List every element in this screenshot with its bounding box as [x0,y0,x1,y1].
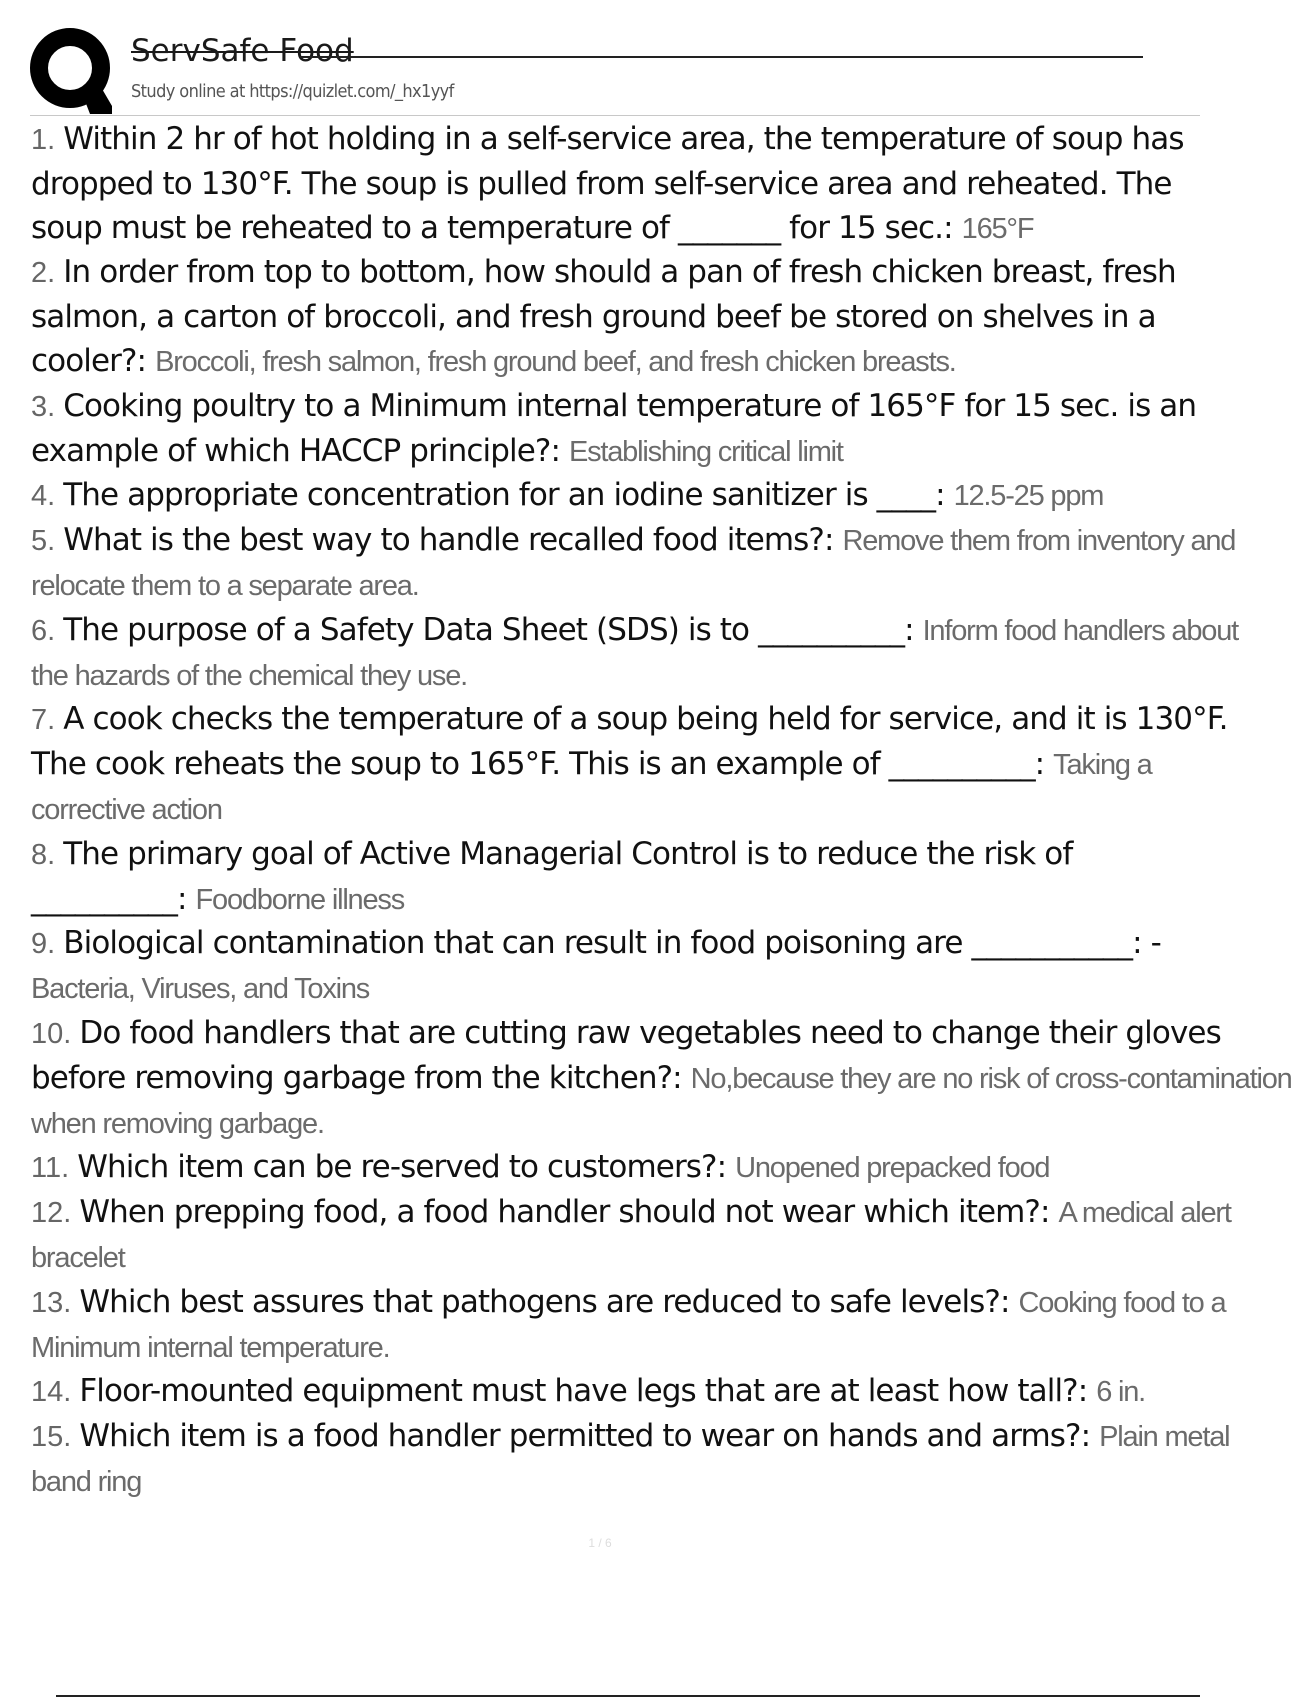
text-line [31,922,1200,967]
question-text: cooler?: [31,342,156,379]
answer-text: band ring [31,1465,142,1498]
footer-rule [56,1695,1200,1697]
answer-text: when removing garbage. [31,1107,324,1140]
answer-text: Broccoli, fresh salmon, fresh ground beef, and fresh chicken breasts. [155,345,956,378]
text-line [31,519,1236,564]
question-item [31,698,1228,832]
answer-text: Establishing critical limit [568,435,843,468]
text-line [31,1370,1200,1415]
text-line [31,1191,1231,1236]
question-number: 13. [31,1286,80,1319]
text-line [31,340,1200,385]
question-text: The cook reheats the soup to 165°F. This is an example of __________: [31,746,1054,783]
text-line [31,251,1200,296]
text-line [31,207,1200,252]
question-item [31,609,1238,699]
text-line [31,1102,1200,1147]
answer-text: 165°F [961,212,1034,245]
document-title: ServSafe Food [131,33,354,69]
text-line [31,163,1200,207]
text-line [31,474,1200,519]
question-text: Which item can be re-served to customers?: [77,1149,736,1186]
question-text: salmon, a carton of broccoli, and fresh ground beef be stored on shelves in a [31,299,1156,336]
header-divider [30,115,1200,116]
question-number: 5. [31,525,64,558]
text-line [31,967,1200,1012]
question-item [31,1281,1226,1371]
question-number: 2. [31,257,64,290]
text-line [31,118,1200,163]
question-text: before removing garbage from the kitchen?: [31,1059,691,1096]
question-text: dropped to 130°F. The soup is pulled from self-service area and reheated. The [31,165,1172,202]
question-text: Within 2 hr of hot holding in a self-service area, the temperature of soup has [63,121,1184,157]
text-line [31,833,1200,878]
question-text: Which best assures that pathogens are reduced to safe levels?: [79,1283,1019,1320]
text-line [31,1012,1221,1057]
question-item [31,385,1200,475]
question-text: Floor-mounted equipment must have legs that are at least how tall?: [79,1373,1097,1410]
answer-text: Unopened prepacked food [735,1152,1050,1185]
question-item [31,833,1200,923]
question-item [31,1012,1292,1146]
text-line [31,564,1200,609]
question-list [31,118,1292,1498]
text-line [31,1057,1292,1102]
question-number: 4. [31,480,64,513]
document-header [0,0,1200,120]
question-text: The appropriate concentration for an iodine sanitizer is ____: [63,477,954,514]
question-number: 3. [31,390,64,423]
text-line [31,1146,1200,1191]
question-text: The primary goal of Active Managerial Control is to reduce the risk of [63,835,1073,872]
question-item [31,1370,1200,1415]
answer-text: Remove them from inventory and [842,525,1236,558]
answer-text: A medical alert [1058,1197,1231,1230]
question-text: The purpose of a Safety Data Sheet (SDS) is to __________: [63,611,923,648]
question-number: 11. [31,1152,78,1185]
answer-text: corrective action [31,793,222,826]
text-line [31,1326,1200,1371]
answer-text: bracelet [31,1241,125,1274]
question-text: What is the best way to handle recalled food items?: [63,522,843,559]
answer-text: Bacteria, Viruses, and Toxins [31,973,370,1006]
question-item [31,519,1236,609]
question-text: Biological contamination that can result in food poisoning are ___________: - [63,925,1161,962]
text-line [31,609,1238,654]
question-number: 1. [31,124,64,156]
text-line [31,430,1200,475]
question-item [31,474,1200,519]
text-line [31,743,1200,788]
question-number: 14. [31,1376,80,1409]
question-item [31,251,1200,384]
question-number: 12. [31,1197,80,1230]
text-line [31,788,1200,833]
question-number: 7. [31,704,64,737]
question-text: __________: [31,880,196,917]
quizlet-logo-icon [30,28,112,114]
question-text: example of which HACCP principle?: [31,432,569,469]
question-text: Do food handlers that are cutting raw vegetables need to change their gloves [79,1014,1221,1051]
study-online-link-text: Study online at https://quizlet.com/_hx1yyf [131,81,454,102]
question-number: 15. [31,1421,80,1454]
answer-text: 12.5-25 ppm [953,480,1104,513]
question-text: When prepping food, a food handler should not wear which item?: [79,1194,1059,1231]
question-number: 6. [31,614,64,647]
question-text: A cook checks the temperature of a soup being held for service, and it is 130°F. [63,701,1228,738]
answer-text: the hazards of the chemical they use. [31,659,467,692]
question-text: Which item is a food handler permitted to wear on hands and arms?: [79,1418,1100,1455]
question-text: In order from top to bottom, how should a pan of fresh chicken breast, fresh [63,254,1176,291]
answer-text: Inform food handlers about [922,614,1238,647]
text-line [31,385,1200,430]
text-line [31,1460,1200,1505]
answer-text: Minimum internal temperature. [31,1331,390,1364]
answer-text: relocate them to a separate area. [31,569,419,602]
answer-text: Plain metal [1099,1421,1230,1454]
text-line [31,1281,1226,1326]
text-line [31,1236,1200,1281]
question-number: 9. [31,928,64,961]
text-line [31,296,1200,340]
answer-text: 6 in. [1096,1376,1146,1409]
text-line [31,1415,1230,1460]
question-number: 10. [31,1017,80,1050]
question-text: soup must be reheated to a temperature of _______ for 15 sec.: [31,209,962,246]
question-item [31,1191,1231,1281]
question-item [31,922,1200,1012]
question-item [31,1146,1200,1191]
text-line [31,654,1200,699]
text-line [31,878,1200,923]
text-line [31,698,1228,743]
question-item [31,1415,1230,1505]
title-rule [300,56,1143,58]
answer-text: No,because they are no risk of cross-contamination [690,1062,1292,1095]
question-text: Cooking poultry to a Minimum internal temperature of 165°F for 15 sec. is an [63,387,1197,424]
answer-text: Foodborne illness [195,883,405,916]
question-number: 8. [31,838,64,871]
page-number: 1 / 6 [588,1536,612,1550]
answer-text: Taking a [1053,749,1152,782]
question-item [31,118,1200,251]
answer-text: Cooking food to a [1018,1286,1226,1319]
